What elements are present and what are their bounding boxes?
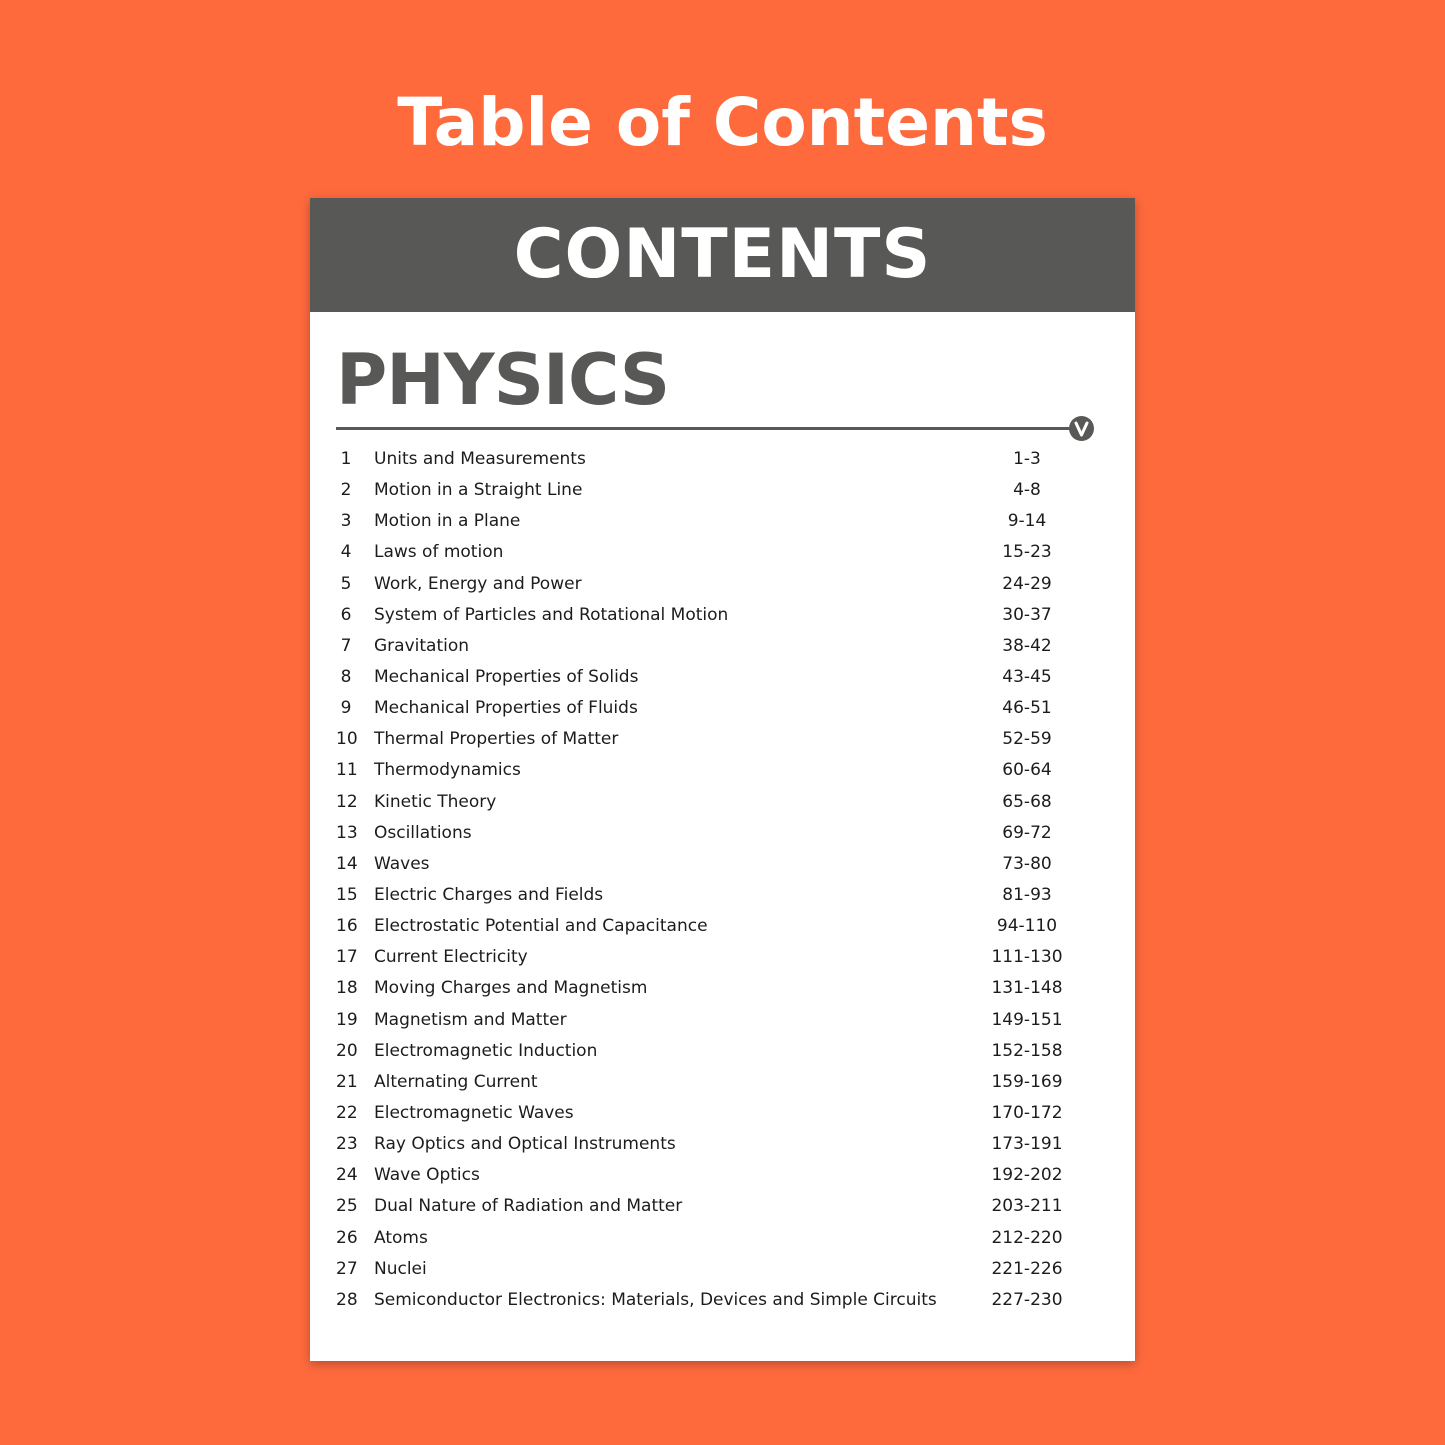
chapter-number: 21 (336, 1071, 358, 1092)
chapter-title: Waves (374, 853, 430, 874)
toc-row (336, 693, 1106, 724)
chapter-number: 22 (336, 1102, 358, 1123)
toc-row (336, 600, 1106, 631)
chapter-number: 5 (340, 573, 352, 594)
chapter-title: Electromagnetic Induction (374, 1040, 598, 1061)
chapter-title: Laws of motion (374, 542, 504, 563)
page-range: 81-93 (1002, 884, 1052, 905)
chapter-title: Atoms (374, 1227, 428, 1248)
chapter-number: 7 (340, 635, 352, 656)
page-range: 60-64 (1002, 760, 1052, 781)
chapter-title: Electric Charges and Fields (374, 884, 604, 905)
banner-title: CONTENTS (513, 215, 932, 294)
chapter-title: Kinetic Theory (374, 791, 497, 812)
toc-row (336, 911, 1106, 942)
toc-row (336, 662, 1106, 693)
page-range: 221-226 (991, 1258, 1063, 1279)
page-range: 152-158 (991, 1040, 1063, 1061)
toc-row (336, 444, 1106, 475)
page-range: 46-51 (1002, 698, 1052, 719)
subject-title: PHYSICS (336, 339, 670, 421)
toc-row (336, 1254, 1106, 1285)
chapter-number: 1 (340, 449, 352, 469)
toc-row (336, 1098, 1106, 1129)
page-range: 52-59 (1002, 729, 1052, 750)
page-heading: Table of Contents (397, 84, 1048, 161)
page-range: 69-72 (1002, 822, 1052, 843)
toc-row (336, 880, 1106, 911)
chapter-number: 13 (336, 822, 358, 843)
contents-sheet (310, 198, 1135, 1361)
toc-row (336, 1036, 1106, 1067)
page-range: 30-37 (1002, 604, 1052, 625)
chapter-number: 16 (336, 916, 358, 937)
chapter-number: 27 (336, 1258, 358, 1279)
chapter-title: Ray Optics and Optical Instruments (374, 1134, 676, 1155)
chapter-number: 28 (336, 1289, 358, 1310)
chapter-title: Thermodynamics (374, 760, 521, 781)
toc-row (336, 1223, 1106, 1254)
chapter-number: 8 (340, 666, 352, 687)
toc-row (336, 1129, 1106, 1160)
chapter-number: 9 (340, 698, 352, 719)
toc-row (336, 942, 1106, 973)
toc-row (336, 1160, 1106, 1191)
page-range: 203-211 (991, 1196, 1063, 1217)
page-range: 38-42 (1002, 635, 1052, 656)
chapter-title: Motion in a Plane (374, 511, 521, 532)
toc-row (336, 849, 1106, 880)
chapter-title: Current Electricity (374, 947, 528, 968)
page-range: 15-23 (1002, 542, 1052, 563)
chapter-title: Thermal Properties of Matter (374, 729, 619, 750)
page-range: 111-130 (991, 947, 1063, 968)
toc-row (336, 1067, 1106, 1098)
toc-row (336, 1005, 1106, 1036)
toc-row (336, 506, 1106, 537)
chapter-title: Motion in a Straight Line (374, 480, 583, 501)
title-divider (336, 427, 1086, 430)
chapter-title: System of Particles and Rotational Motion (374, 604, 729, 625)
chapter-title: Gravitation (374, 635, 470, 656)
v-logo-glyph (1069, 416, 1094, 441)
chapter-title: Oscillations (374, 822, 472, 843)
page-range: 24-29 (1002, 573, 1052, 594)
chapter-number: 2 (340, 480, 352, 501)
chapter-title: Semiconductor Electronics: Materials, Devices and Simple Circuits (374, 1289, 937, 1310)
toc-row (336, 787, 1106, 818)
chapter-title: Electrostatic Potential and Capacitance (374, 916, 708, 937)
chapter-number: 3 (340, 511, 352, 532)
chapter-number: 24 (336, 1165, 358, 1186)
chapter-number: 15 (336, 884, 358, 905)
toc-row (336, 475, 1106, 506)
toc-row (336, 724, 1106, 755)
toc-row (336, 818, 1106, 849)
page-range: 227-230 (991, 1289, 1063, 1310)
chapter-number: 10 (336, 729, 358, 750)
page-range: 170-172 (991, 1102, 1063, 1123)
chapter-number: 19 (336, 1009, 358, 1030)
contents-banner (310, 198, 1135, 312)
chapter-title: Work, Energy and Power (374, 573, 582, 594)
page-range: 149-151 (991, 1009, 1063, 1030)
chapter-number: 25 (336, 1196, 358, 1217)
chapter-title: Alternating Current (374, 1071, 538, 1092)
toc-row (336, 1285, 1106, 1316)
chapter-title: Mechanical Properties of Solids (374, 666, 639, 687)
chapter-title: Nuclei (374, 1258, 427, 1279)
page-range: 65-68 (1002, 791, 1052, 812)
chapter-number: 14 (336, 853, 358, 874)
toc-row (336, 1191, 1106, 1222)
chapter-number: 18 (336, 978, 358, 999)
chapter-title: Moving Charges and Magnetism (374, 978, 648, 999)
chapter-title: Units and Measurements (374, 449, 586, 469)
page-range: 192-202 (991, 1165, 1063, 1186)
chapter-number: 26 (336, 1227, 358, 1248)
chapter-number: 6 (340, 604, 352, 625)
chapter-number: 11 (336, 760, 358, 781)
toc-row (336, 973, 1106, 1004)
chapter-title: Mechanical Properties of Fluids (374, 698, 638, 719)
toc-row (336, 631, 1106, 662)
page-range: 94-110 (996, 916, 1058, 937)
chapter-number: 4 (340, 542, 352, 563)
page-range: 9-14 (1007, 511, 1047, 532)
chapter-title: Electromagnetic Waves (374, 1102, 574, 1123)
page-range: 173-191 (991, 1134, 1063, 1155)
chapter-number: 23 (336, 1134, 358, 1155)
toc-row (336, 537, 1106, 568)
page-range: 212-220 (991, 1227, 1063, 1248)
page-range: 131-148 (991, 978, 1063, 999)
page-range: 43-45 (1002, 666, 1052, 687)
page-range: 4-8 (1013, 480, 1041, 501)
v-logo-icon (1069, 416, 1094, 441)
toc-list (336, 444, 1106, 1316)
chapter-title: Magnetism and Matter (374, 1009, 567, 1030)
chapter-number: 12 (336, 791, 358, 812)
chapter-number: 20 (336, 1040, 358, 1061)
toc-row (336, 569, 1106, 600)
chapter-number: 17 (336, 947, 358, 968)
toc-row (336, 755, 1106, 786)
chapter-title: Wave Optics (374, 1165, 480, 1186)
page-range: 73-80 (1002, 853, 1052, 874)
page-range: 159-169 (991, 1071, 1063, 1092)
chapter-title: Dual Nature of Radiation and Matter (374, 1196, 683, 1217)
page-range: 1-3 (1013, 449, 1041, 469)
